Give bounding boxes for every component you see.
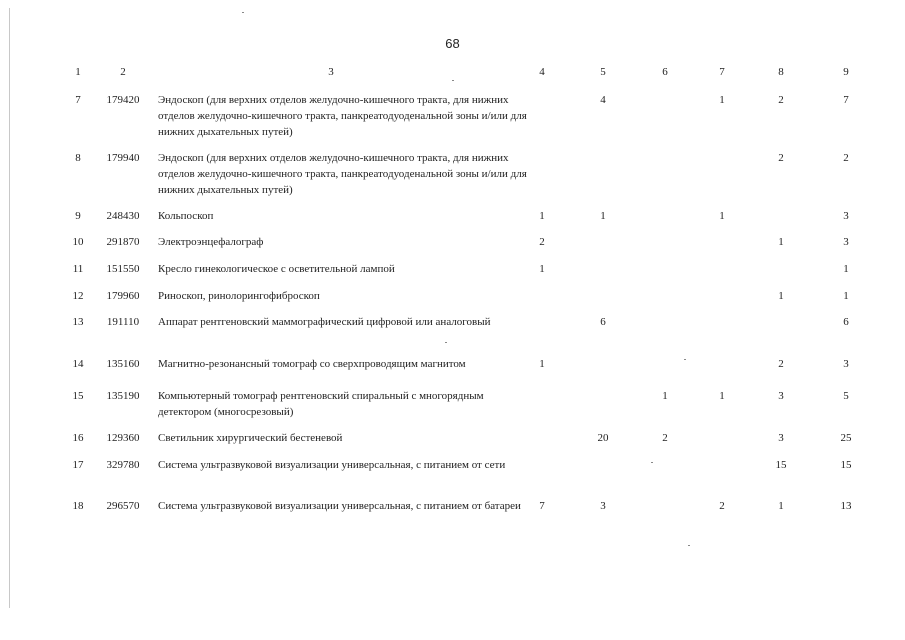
row-value-col5: 4 bbox=[600, 94, 606, 106]
row-code: 179940 bbox=[106, 152, 140, 164]
row-code: 179960 bbox=[106, 290, 140, 302]
row-name: Система ультразвуковой визуализации универсальная, с питанием от сети bbox=[158, 459, 506, 471]
row-code: 291870 bbox=[106, 236, 140, 248]
row-name: Магнитно-резонансный томограф со сверхпроводящим магнитом bbox=[158, 358, 466, 370]
row-name: Светильник хирургический бестеневой bbox=[158, 432, 343, 444]
scan-speck bbox=[452, 80, 454, 81]
row-number: 12 bbox=[72, 290, 84, 302]
row-number: 16 bbox=[72, 432, 84, 444]
row-name: Электроэнцефалограф bbox=[158, 236, 264, 248]
row-value-col5: 6 bbox=[600, 316, 606, 328]
row-value-col9: 2 bbox=[843, 152, 849, 164]
row-value-col9: 15 bbox=[840, 459, 852, 471]
column-header: 2 bbox=[120, 66, 126, 78]
scan-speck bbox=[445, 342, 447, 343]
row-value-col8: 3 bbox=[778, 432, 784, 444]
row-code: 135160 bbox=[106, 358, 140, 370]
row-value-col9: 3 bbox=[843, 210, 849, 222]
row-value-col9: 3 bbox=[843, 358, 849, 370]
row-value-col4: 1 bbox=[539, 210, 545, 222]
row-number: 17 bbox=[72, 459, 84, 471]
column-header: 6 bbox=[662, 66, 668, 78]
row-value-col5: 3 bbox=[600, 500, 606, 512]
row-name: Риноскоп, ринолорингофиброскоп bbox=[158, 290, 320, 302]
row-value-col6: 2 bbox=[662, 432, 668, 444]
row-value-col9: 1 bbox=[843, 290, 849, 302]
column-header: 4 bbox=[539, 66, 545, 78]
row-value-col9: 6 bbox=[843, 316, 849, 328]
row-number: 7 bbox=[75, 94, 81, 106]
row-value-col8: 3 bbox=[778, 390, 784, 402]
scan-speck bbox=[688, 545, 690, 546]
column-header: 7 bbox=[719, 66, 725, 78]
row-code: 296570 bbox=[106, 500, 140, 512]
row-number: 9 bbox=[75, 210, 81, 222]
row-value-col7: 2 bbox=[719, 500, 725, 512]
row-code: 248430 bbox=[106, 210, 140, 222]
column-header: 9 bbox=[843, 66, 849, 78]
row-value-col9: 7 bbox=[843, 94, 849, 106]
column-header: 8 bbox=[778, 66, 784, 78]
row-name: Система ультразвуковой визуализации универсальная, с питанием от батареи bbox=[158, 500, 521, 512]
row-value-col8: 15 bbox=[775, 459, 787, 471]
row-value-col7: 1 bbox=[719, 210, 725, 222]
row-code: 129360 bbox=[106, 432, 140, 444]
row-value-col9: 25 bbox=[840, 432, 852, 444]
row-value-col4: 7 bbox=[539, 500, 545, 512]
row-value-col9: 3 bbox=[843, 236, 849, 248]
row-name: Кольпоскоп bbox=[158, 210, 214, 222]
row-code: 179420 bbox=[106, 94, 140, 106]
row-value-col6: 1 bbox=[662, 390, 668, 402]
row-value-col7: 1 bbox=[719, 390, 725, 402]
row-number: 8 bbox=[75, 152, 81, 164]
row-number: 10 bbox=[72, 236, 84, 248]
row-value-col5: 20 bbox=[597, 432, 609, 444]
scan-edge-line bbox=[9, 8, 10, 608]
row-name: Эндоскоп (для верхних отделов желудочно-кишечного тракта, для нижних отделов желудочно-кишечного тракта, панкреатодуоденальной зоны и/или для нижних дыхательных путей) bbox=[158, 94, 527, 138]
row-name: Кресло гинекологическое с осветительной лампой bbox=[158, 263, 395, 275]
row-name: Эндоскоп (для верхних отделов желудочно-кишечного тракта, для нижних отделов желудочно-кишечного тракта, панкреатодуоденальной зоны и/или для нижних дыхательных путей) bbox=[158, 152, 527, 196]
row-value-col8: 1 bbox=[778, 500, 784, 512]
column-header: 5 bbox=[600, 66, 606, 78]
column-header: 1 bbox=[75, 66, 81, 78]
row-code: 329780 bbox=[106, 459, 140, 471]
row-value-col9: 13 bbox=[840, 500, 852, 512]
row-code: 191110 bbox=[106, 316, 140, 328]
row-value-col8: 1 bbox=[778, 236, 784, 248]
row-number: 14 bbox=[72, 358, 84, 370]
column-header: 3 bbox=[328, 66, 334, 78]
row-number: 11 bbox=[72, 263, 84, 275]
row-code: 151550 bbox=[106, 263, 140, 275]
row-value-col4: 1 bbox=[539, 358, 545, 370]
row-value-col8: 2 bbox=[778, 94, 784, 106]
row-name: Компьютерный томограф рентгеновский спиральный с многорядным детектором (многосрезовый) bbox=[158, 390, 484, 418]
row-value-col9: 1 bbox=[843, 263, 849, 275]
scan-speck bbox=[651, 462, 653, 463]
row-value-col5: 1 bbox=[600, 210, 606, 222]
row-value-col8: 2 bbox=[778, 358, 784, 370]
row-value-col7: 1 bbox=[719, 94, 725, 106]
page-number: 68 bbox=[445, 36, 460, 51]
row-code: 135190 bbox=[106, 390, 140, 402]
row-value-col9: 5 bbox=[843, 390, 849, 402]
row-value-col8: 2 bbox=[778, 152, 784, 164]
row-name: Аппарат рентгеновский маммографический цифровой или аналоговый bbox=[158, 316, 491, 328]
scan-speck bbox=[242, 12, 244, 13]
row-number: 13 bbox=[72, 316, 84, 328]
scan-speck bbox=[684, 359, 686, 360]
row-value-col4: 2 bbox=[539, 236, 545, 248]
row-number: 18 bbox=[72, 500, 84, 512]
row-value-col4: 1 bbox=[539, 263, 545, 275]
row-number: 15 bbox=[72, 390, 84, 402]
row-value-col8: 1 bbox=[778, 290, 784, 302]
